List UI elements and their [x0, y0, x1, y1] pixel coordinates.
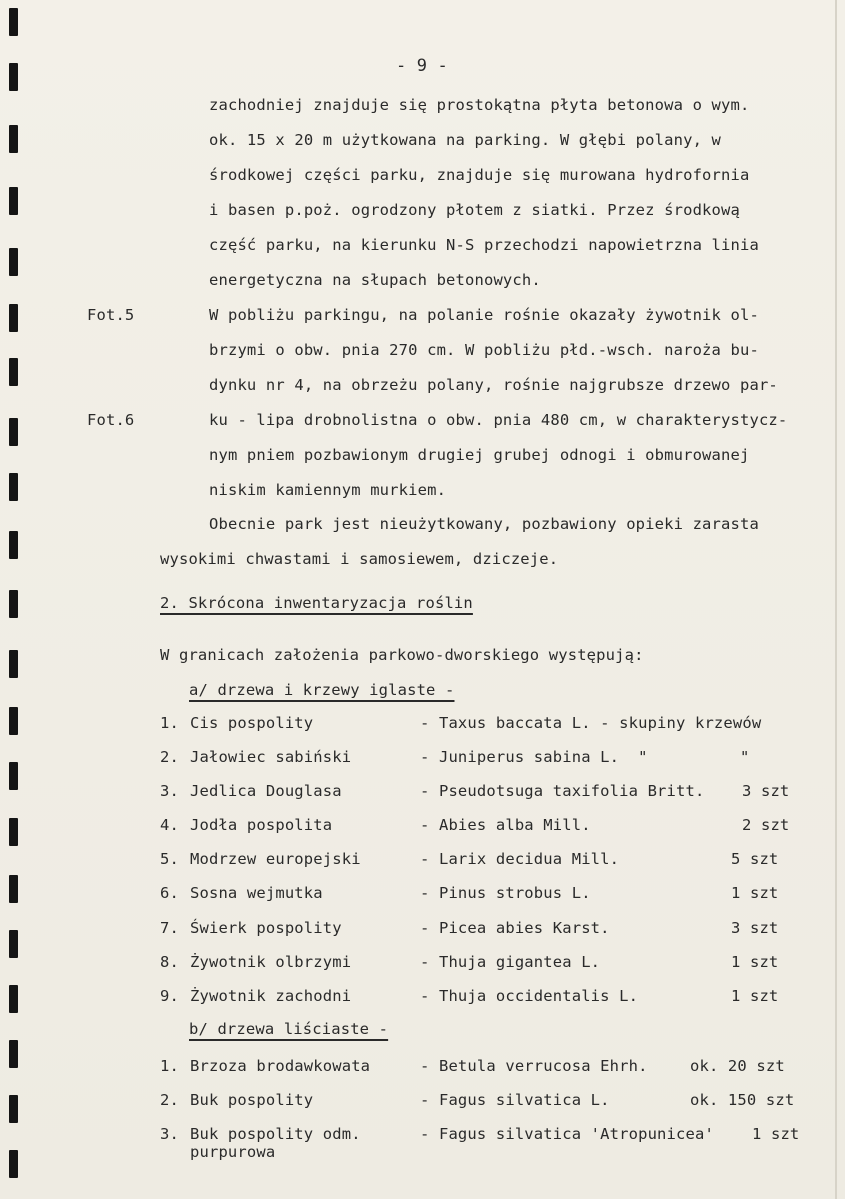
list-item-latin: - Taxus baccata L. - skupiny krzewów	[420, 714, 762, 732]
binding-mark	[9, 650, 18, 678]
binding-mark	[9, 531, 18, 559]
paragraph-line: i basen p.poż. ogrodzony płotem z siatki. Przez środkową	[209, 201, 740, 219]
list-item-number: 3.	[160, 782, 179, 800]
list-item-number: 7.	[160, 919, 179, 937]
paragraph-line: ok. 15 x 20 m użytkowana na parking. W głębi polany, w	[209, 131, 722, 149]
list-item-latin: - Juniperus sabina L. "	[420, 748, 648, 766]
list-item-name: Żywotnik zachodni	[190, 987, 352, 1005]
binding-mark	[9, 248, 18, 276]
paragraph-line: część parku, na kierunku N-S przechodzi napowietrzna linia	[209, 236, 759, 254]
list-item-latin: - Fagus silvatica 'Atropunicea'	[420, 1125, 714, 1143]
section-heading: 2. Skrócona inwentaryzacja roślin	[160, 594, 473, 612]
binding-mark	[9, 125, 18, 153]
list-item-latin: - Abies alba Mill.	[420, 816, 591, 834]
list-item-latin: - Fagus silvatica L.	[420, 1091, 610, 1109]
list-item-number: 6.	[160, 884, 179, 902]
binding-mark	[9, 762, 18, 790]
paragraph-line: energetyczna na słupach betonowych.	[209, 271, 541, 289]
list-item-latin: - Thuja gigantea L.	[420, 953, 601, 971]
page-edge	[835, 0, 837, 1199]
list-item-number: 2.	[160, 748, 179, 766]
list-item-qty: 1 szt	[731, 884, 779, 902]
list-item-latin: - Picea abies Karst.	[420, 919, 610, 937]
page-number: - 9 -	[396, 56, 448, 76]
list-item-qty: ok. 20 szt	[690, 1057, 785, 1075]
binding-mark	[9, 63, 18, 91]
list-item-name: Żywotnik olbrzymi	[190, 953, 352, 971]
paragraph-line: Obecnie park jest nieużytkowany, pozbawiony opieki zarasta	[209, 515, 759, 533]
list-item-name: Buk pospolity	[190, 1091, 314, 1109]
list-item-name-continued: purpurowa	[190, 1143, 276, 1161]
binding-mark	[9, 875, 18, 903]
list-item-name: Cis pospolity	[190, 714, 314, 732]
binding-hole-marks	[0, 0, 30, 1199]
binding-mark	[9, 358, 18, 386]
list-item-qty: 3 szt	[731, 919, 779, 937]
list-item-qty: 2 szt	[742, 816, 790, 834]
list-item-latin: - Betula verrucosa Ehrh.	[420, 1057, 648, 1075]
binding-mark	[9, 418, 18, 446]
list-item-qty: 1 szt	[731, 987, 779, 1005]
binding-mark	[9, 1040, 18, 1068]
subsection-heading-conifers: a/ drzewa i krzewy iglaste -	[189, 681, 455, 699]
binding-mark	[9, 818, 18, 846]
list-item-name: Jodła pospolita	[190, 816, 333, 834]
list-item-number: 1.	[160, 1057, 179, 1075]
paragraph-line: W pobliżu parkingu, na polanie rośnie okazały żywotnik ol-	[209, 306, 759, 324]
binding-mark	[9, 930, 18, 958]
list-item-name: Świerk pospolity	[190, 919, 342, 937]
list-item-qty: 1 szt	[731, 953, 779, 971]
list-item-latin: - Pinus strobus L.	[420, 884, 591, 902]
binding-mark	[9, 707, 18, 735]
list-item-qty: "	[740, 748, 750, 766]
list-item-qty: 5 szt	[731, 850, 779, 868]
list-item-number: 4.	[160, 816, 179, 834]
list-item-name: Sosna wejmutka	[190, 884, 323, 902]
list-item-number: 3.	[160, 1125, 179, 1143]
intro-line: W granicach założenia parkowo-dworskiego występują:	[160, 646, 644, 664]
list-item-number: 1.	[160, 714, 179, 732]
binding-mark	[9, 985, 18, 1013]
list-item-qty: ok. 150 szt	[690, 1091, 795, 1109]
binding-mark	[9, 187, 18, 215]
margin-note: Fot.5	[87, 306, 135, 324]
list-item-number: 5.	[160, 850, 179, 868]
list-item-name: Jedlica Douglasa	[190, 782, 342, 800]
list-item-name: Buk pospolity odm.	[190, 1125, 361, 1143]
list-item-latin: - Thuja occidentalis L.	[420, 987, 639, 1005]
paragraph-line: niskim kamiennym murkiem.	[209, 481, 447, 499]
list-item-name: Modrzew europejski	[190, 850, 361, 868]
binding-mark	[9, 8, 18, 36]
paragraph-line: ku - lipa drobnolistna o obw. pnia 480 cm, w charakterystycz-	[209, 411, 788, 429]
list-item-name: Brzoza brodawkowata	[190, 1057, 371, 1075]
paragraph-line: środkowej części parku, znajduje się murowana hydrofornia	[209, 166, 750, 184]
binding-mark	[9, 304, 18, 332]
list-item-name: Jałowiec sabiński	[190, 748, 352, 766]
paragraph-line: zachodniej znajduje się prostokątna płyta betonowa o wym.	[209, 96, 750, 114]
list-item-number: 2.	[160, 1091, 179, 1109]
paragraph-line: dynku nr 4, na obrzeżu polany, rośnie najgrubsze drzewo par-	[209, 376, 778, 394]
binding-mark	[9, 473, 18, 501]
list-item-latin: - Pseudotsuga taxifolia Britt.	[420, 782, 705, 800]
paragraph-line: wysokimi chwastami i samosiewem, dziczeje.	[160, 550, 559, 568]
binding-mark	[9, 1150, 18, 1178]
list-item-latin: - Larix decidua Mill.	[420, 850, 620, 868]
binding-mark	[9, 1095, 18, 1123]
paragraph-line: brzymi o obw. pnia 270 cm. W pobliżu płd.-wsch. naroża bu-	[209, 341, 759, 359]
list-item-qty: 3 szt	[742, 782, 790, 800]
paragraph-line: nym pniem pozbawionym drugiej grubej odnogi i obmurowanej	[209, 446, 750, 464]
margin-note: Fot.6	[87, 411, 135, 429]
subsection-heading-deciduous: b/ drzewa liściaste -	[189, 1020, 389, 1038]
binding-mark	[9, 590, 18, 618]
list-item-qty: 1 szt	[752, 1125, 800, 1143]
list-item-number: 9.	[160, 987, 179, 1005]
list-item-number: 8.	[160, 953, 179, 971]
